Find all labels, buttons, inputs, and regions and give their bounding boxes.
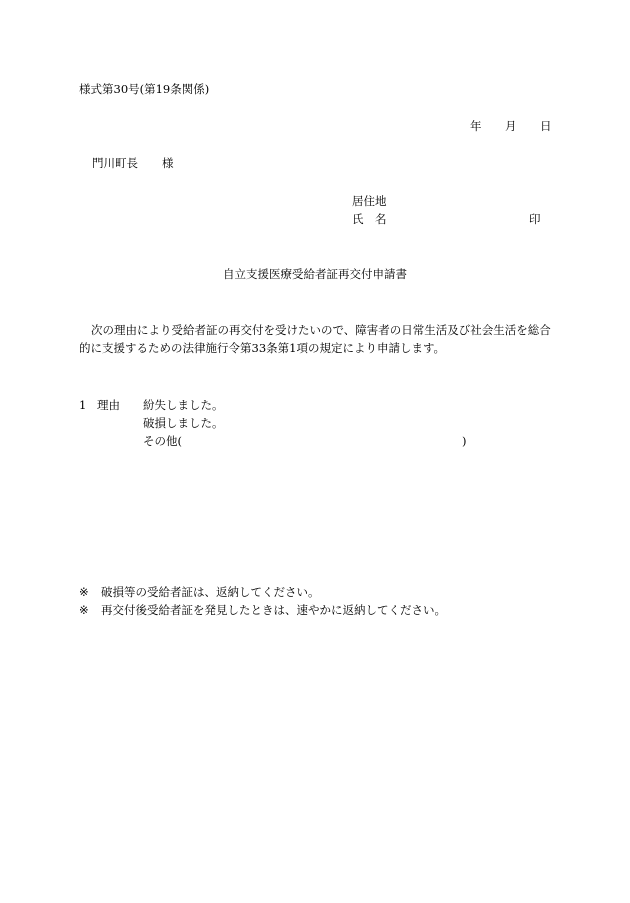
note-mark: ※ [79,585,89,599]
addressee-name: 門川町長 [92,156,138,170]
seal-label: 印 [529,212,541,226]
reason-option-other: その他( [143,434,182,448]
date-day-label: 日 [540,119,552,133]
addressee-honorific: 様 [162,156,174,170]
date-month-label: 月 [505,119,517,133]
reason-option-lost: 紛失しました。 [143,398,224,412]
reason-other-close-paren: ) [462,434,467,448]
request-statement: 次の理由により受給者証の再交付を受けたいので、障害者の日常生活及び社会生活を総合的に支援するための法律施行令第33条第1項の規定により申請します。 [79,323,551,355]
reason-option-damaged: 破損しました。 [143,416,224,430]
note-return-found [79,602,446,618]
document-title: 自立支援医療受給者証再交付申請書 [223,267,407,281]
note-return-damaged [79,584,320,600]
reason-item-number: 1 [79,398,87,412]
addressee [92,155,174,171]
note-text: 破損等の受給者証は、返納してください。 [101,585,320,599]
applicant-address-label: 居住地 [352,194,387,208]
reason-heading: 理由 [97,398,120,412]
note-mark: ※ [79,603,89,617]
note-text: 再交付後受給者証を発見したときは、速やかに返納してください。 [101,603,446,617]
date-year-label: 年 [470,119,482,133]
applicant-name-label: 氏 名 [352,212,387,226]
form-number: 様式第30号(第19条関係) [79,82,210,96]
